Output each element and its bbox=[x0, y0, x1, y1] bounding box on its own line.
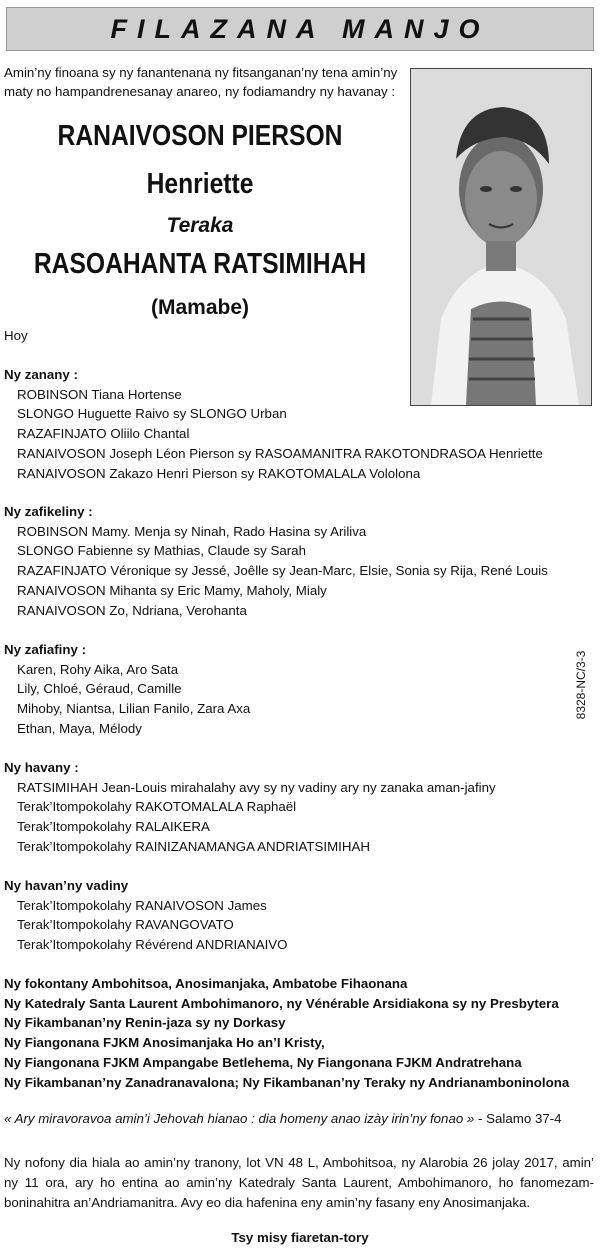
organizations-list bbox=[4, 974, 569, 1092]
hoy-text: Hoy bbox=[4, 328, 28, 343]
section-heading: Ny havan’ny vadiny bbox=[4, 878, 129, 893]
list-item: Mihoby, Niantsa, Lilian Fanilo, Zara Axa bbox=[17, 701, 251, 717]
list-item: Terak’Itompokolahy RAKOTOMALALA Raphaël bbox=[17, 799, 297, 815]
maiden-name: RASOAHANTA RATSIMIHAH bbox=[33, 248, 367, 280]
born-label: Teraka bbox=[166, 214, 234, 237]
portrait-photo bbox=[410, 68, 592, 406]
list-item: Terak’Itompokolahy RALAIKERA bbox=[17, 819, 210, 835]
deceased-name: RANAIVOSON PIERSON bbox=[57, 120, 343, 152]
list-item: Ethan, Maya, Mélody bbox=[17, 720, 142, 736]
section-havan-vadiny bbox=[4, 876, 287, 955]
bible-quote bbox=[4, 1109, 562, 1129]
side-code bbox=[574, 645, 588, 725]
intro-text: Amin’ny finoana sy ny fanantenana ny fitsanganan’ny tena amin’ny maty no hampandrenesanay anareo, ny fodiamandry ny havanay : bbox=[4, 65, 398, 99]
list-item: ROBINSON Tiana Hortense bbox=[17, 386, 182, 402]
quote-reference: - Salamo 37-4 bbox=[478, 1111, 562, 1126]
list-item: SLONGO Fabienne sy Mathias, Claude sy Sarah bbox=[17, 543, 306, 559]
quote-text: « Ary miravoravoa amin’i Jehovah hianao : dia homeny anao izày irin’ny fonao » bbox=[4, 1111, 475, 1126]
nickname: (Mamabe) bbox=[150, 296, 250, 319]
list-item: Lily, Chloé, Géraud, Camille bbox=[17, 681, 182, 697]
funeral-announcement: Ny nofony dia hiala ao amin’ny tranony, lot VN 48 L, Ambohitsoa, ny Alarobia 26 jolay 2017, amin’ ny 11 ora, ary ho entina ao amin’ny Katedraly Santa Laurent, Ambohimanoro, ho fanomezam-boninahitra an’Andriamanitra. Avy eo dia hafenina eny amin’ny fasany eny Anosimanjaka. bbox=[4, 1155, 594, 1210]
notice-header bbox=[6, 7, 594, 51]
list-item: RANAIVOSON Zakazo Henri Pierson sy RAKOTOMALALA Vololona bbox=[17, 465, 421, 481]
organization-line: Ny Fiangonana FJKM Anosimanjaka Ho an’I Kristy, bbox=[4, 1035, 325, 1051]
list-item: RANAIVOSON Mihanta sy Eric Mamy, Maholy, Mialy bbox=[17, 582, 327, 598]
section-heading: Ny zafikeliny : bbox=[4, 504, 93, 519]
list-item: RATSIMIHAH Jean-Louis mirahalahy avy sy ny vadiny ary ny zanaka aman-jafiny bbox=[17, 779, 496, 795]
list-item: ROBINSON Mamy. Menja sy Ninah, Rado Hasina sy Ariliva bbox=[17, 523, 367, 539]
list-item: RAZAFINJATO Véronique sy Jessé, Joêlle sy Jean-Marc, Elsie, Sonia sy Rija, René Louis bbox=[17, 563, 548, 579]
notice-title: FILAZANA MANJO bbox=[110, 13, 490, 44]
list-item: Karen, Rohy Aika, Aro Sata bbox=[17, 661, 179, 677]
list-item: Terak’Itompokolahy RANAIVOSON James bbox=[17, 897, 267, 913]
list-item: RANAIVOSON Zo, Ndriana, Verohanta bbox=[17, 602, 247, 618]
section-zanany bbox=[4, 365, 543, 483]
section-heading: Ny havany : bbox=[4, 760, 79, 775]
list-item: Terak’Itompokolahy Révérend ANDRIANAIVO bbox=[17, 937, 288, 953]
footer-note: Tsy misy fiaretan-tory bbox=[231, 1230, 369, 1245]
list-item: RANAIVOSON Joseph Léon Pierson sy RASOAMANITRA RAKOTONDRASOA Henriette bbox=[17, 445, 543, 461]
side-code-text: 8328-NC/3-3 bbox=[574, 650, 588, 720]
organization-line: Ny fokontany Ambohitsoa, Anosimanjaka, Ambatobe Fihaonana bbox=[4, 976, 408, 991]
section-heading: Ny zanany : bbox=[4, 367, 78, 382]
section-heading: Ny zafiafiny : bbox=[4, 642, 87, 657]
organization-line: Ny Fiangonana FJKM Ampangabe Betlehema, Ny Fiangonana FJKM Andratrehana bbox=[4, 1054, 522, 1070]
organization-line: Ny Fikambanan’ny Zanadranavalona; Ny Fikambanan’ny Teraky ny Andrianamboninolona bbox=[4, 1074, 570, 1090]
section-zafikeliny bbox=[4, 502, 548, 620]
organization-line: Ny Katedraly Santa Laurent Ambohimanoro, ny Vénérable Arsidiakona sy ny Presbytera bbox=[4, 995, 559, 1011]
section-zafiafiny bbox=[4, 640, 250, 739]
deceased-first-name: Henriette bbox=[146, 168, 254, 200]
section-havany bbox=[4, 758, 496, 857]
list-item: SLONGO Huguette Raivo sy SLONGO Urban bbox=[17, 406, 287, 422]
list-item: RAZAFINJATO Oliilo Chantal bbox=[17, 426, 190, 442]
list-item: Terak’Itompokolahy RAVANGOVATO bbox=[17, 917, 234, 933]
organization-line: Ny Fikambanan’ny Renin-jaza sy ny Dorkasy bbox=[4, 1015, 286, 1031]
list-item: Terak’Itompokolahy RAINIZANAMANGA ANDRIATSIMIHAH bbox=[17, 838, 370, 854]
